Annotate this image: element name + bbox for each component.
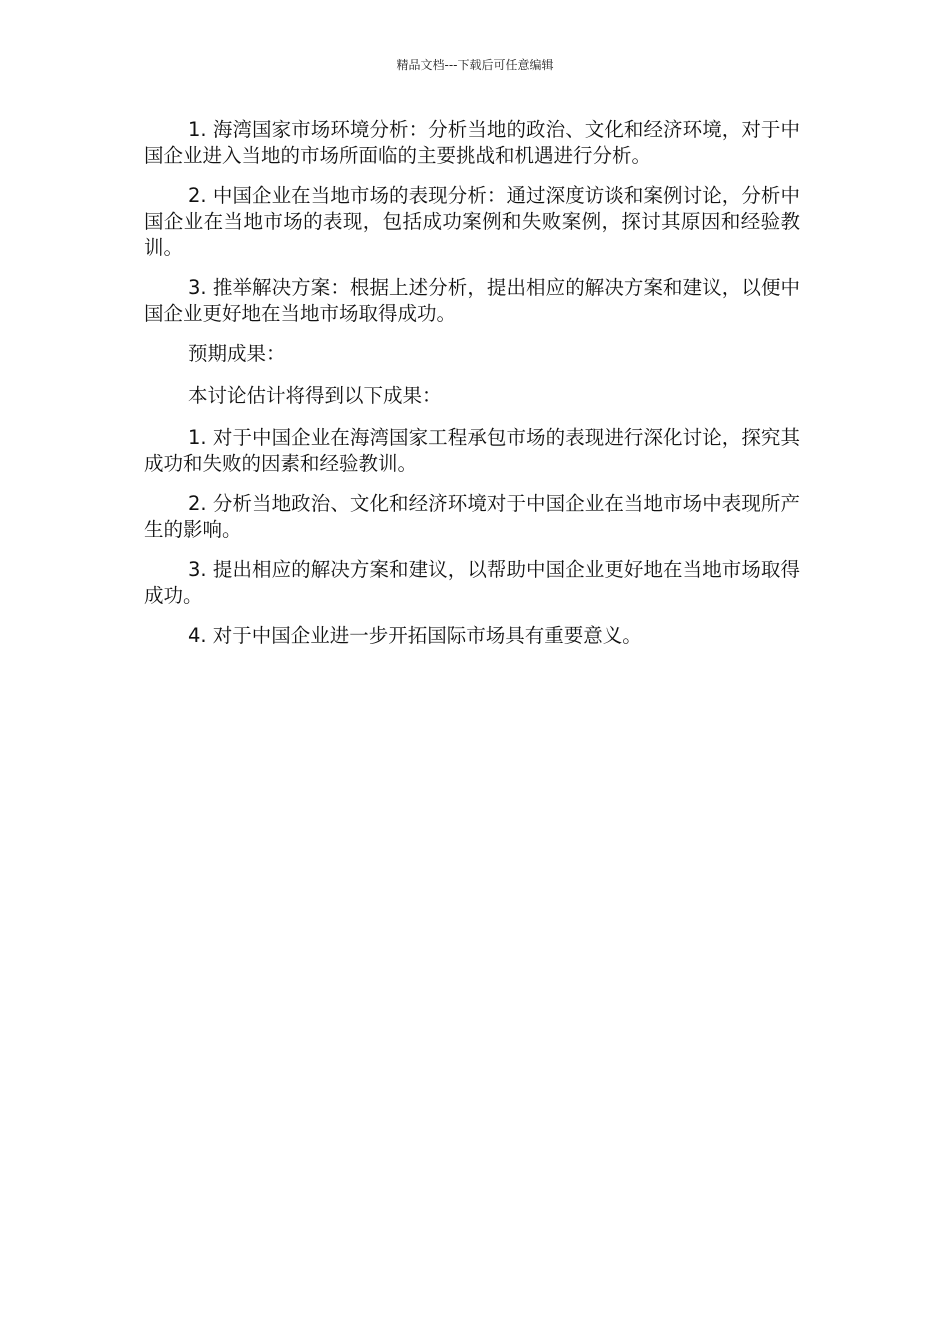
paragraph-results-intro: 本讨论估计将得到以下成果： xyxy=(188,384,442,407)
page-header: 精品文档---下载后可任意编辑 xyxy=(396,58,554,72)
result-item-3: 3. 提出相应的解决方案和建议，以帮助中国企业更好地在当地市场取得成功。 xyxy=(144,558,800,607)
result-item-1: 1. 对于中国企业在海湾国家工程承包市场的表现进行深化讨论，探究其成功和失败的因素和经验教训。 xyxy=(144,426,800,475)
document-body xyxy=(144,117,800,663)
section-heading-expected-results: 预期成果： xyxy=(188,342,286,365)
paragraph-market-environment: 1. 海湾国家市场环境分析：分析当地的政治、文化和经济环境，对于中国企业进入当地的市场所面临的主要挑战和机遇进行分析。 xyxy=(144,118,800,167)
paragraph-enterprise-performance: 2. 中国企业在当地市场的表现分析：通过深度访谈和案例讨论，分析中国企业在当地市场的表现，包括成功案例和失败案例，探讨其原因和经验教训。 xyxy=(144,184,800,259)
result-item-2: 2. 分析当地政治、文化和经济环境对于中国企业在当地市场中表现所产生的影响。 xyxy=(144,492,800,541)
paragraph-solutions: 3. 推举解决方案：根据上述分析，提出相应的解决方案和建议，以便中国企业更好地在当地市场取得成功。 xyxy=(144,276,800,325)
result-item-4: 4. 对于中国企业进一步开拓国际市场具有重要意义。 xyxy=(188,624,642,647)
